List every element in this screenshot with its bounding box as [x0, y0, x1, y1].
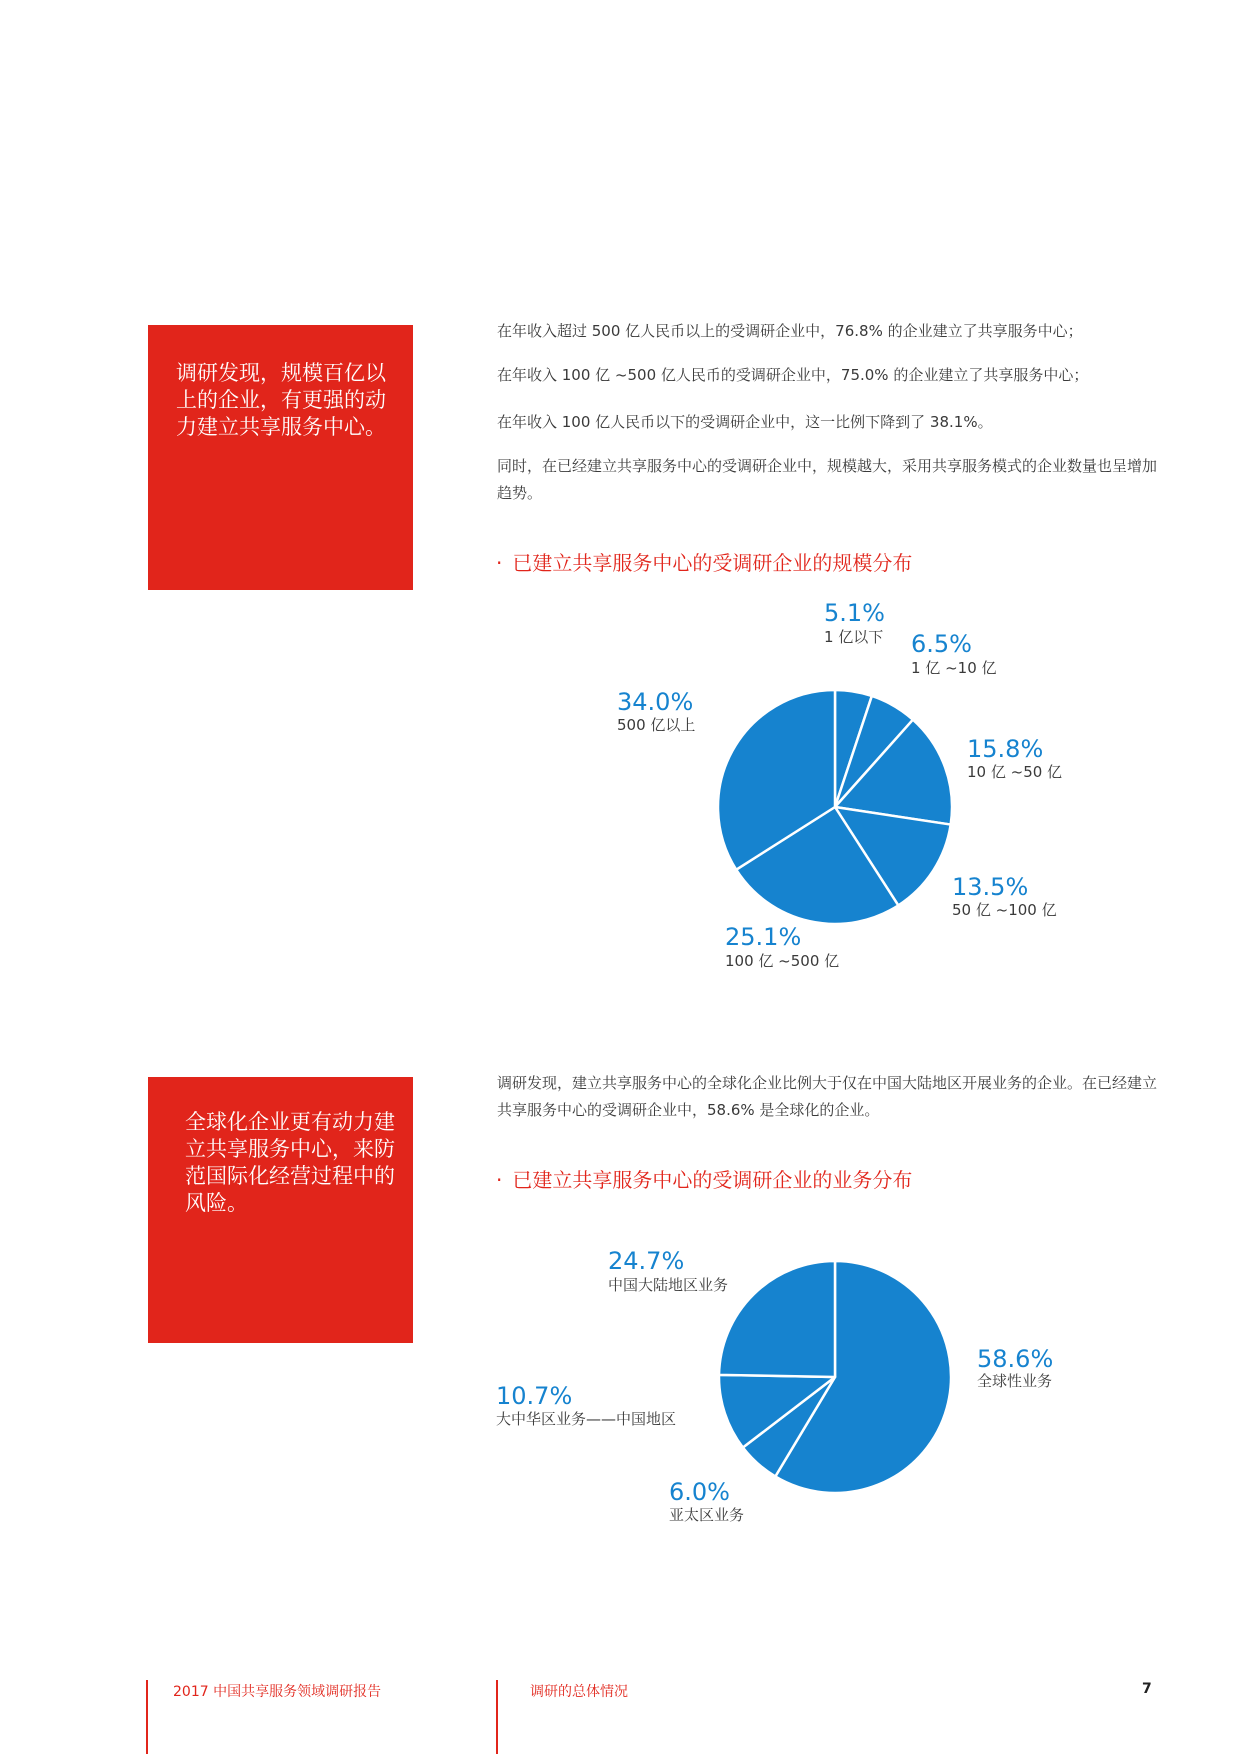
slice-category-label: 10 亿 ~50 亿 — [967, 763, 1063, 781]
slice-pct-label: 6.0% — [669, 1478, 730, 1506]
footer-section-name: 调研的总体情况 — [530, 1684, 628, 1700]
slice-category-label: 大中华区业务——中国地区 — [496, 1410, 677, 1428]
footer-divider — [496, 1680, 498, 1754]
slice-pct-label: 5.1% — [824, 599, 885, 627]
slice-category-label: 50 亿 ~100 亿 — [952, 901, 1057, 919]
bullet: · — [496, 1168, 503, 1192]
slice-pct-label: 15.8% — [967, 735, 1044, 763]
paragraph-below-100yi: 在年收入 100 亿人民币以下的受调研企业中，这一比例下降到了 38.1%。 — [497, 413, 993, 431]
pie-group-business — [719, 1261, 951, 1493]
slice-category-label: 1 亿以下 — [824, 628, 884, 646]
paragraph-global: 调研发现，建立共享服务中心的全球化企业比例大于仅在中国大陆地区开展业务的企业。在已经建立共享服务中心的受调研企业中，58.6% 是全球化的企业。 — [497, 1074, 1158, 1119]
slice-pct-label: 10.7% — [496, 1382, 573, 1410]
slice-pct-label: 6.5% — [911, 630, 972, 658]
slice-category-label: 1 亿 ~10 亿 — [911, 659, 997, 677]
callout-text-scale: 调研发现，规模百亿以上的企业，有更强的动力建立共享服务中心。 — [176, 361, 386, 439]
page-number: 7 — [1142, 1681, 1152, 1697]
slice-pct-label: 24.7% — [608, 1247, 685, 1275]
slice-category-label: 500 亿以上 — [617, 716, 696, 734]
slice-category-label: 亚太区业务 — [669, 1506, 745, 1524]
bullet: · — [496, 551, 503, 575]
slice-category-label: 全球性业务 — [977, 1372, 1053, 1390]
footer-divider — [146, 1680, 148, 1754]
slice-category-label: 中国大陆地区业务 — [608, 1276, 729, 1294]
footer-report-title: 2017 中国共享服务领域调研报告 — [173, 1684, 382, 1700]
pie-slice — [719, 1261, 835, 1377]
pie-group-scale — [718, 690, 952, 924]
slice-category-label: 100 亿 ~500 亿 — [725, 952, 840, 970]
callout-text-global: 全球化企业更有动力建立共享服务中心，来防范国际化经营过程中的风险。 — [185, 1110, 395, 1215]
slice-pct-label: 25.1% — [725, 923, 802, 951]
slice-pct-label: 13.5% — [952, 873, 1029, 901]
paragraph-500yi: 在年收入超过 500 亿人民币以上的受调研企业中，76.8% 的企业建立了共享服务中心； — [497, 322, 1083, 340]
chart-title-scale-text: 已建立共享服务中心的受调研企业的规模分布 — [512, 551, 913, 575]
chart-title-business-text: 已建立共享服务中心的受调研企业的业务分布 — [512, 1168, 913, 1192]
paragraph-100-500yi: 在年收入 100 亿 ~500 亿人民币的受调研企业中，75.0% 的企业建立了共享服务中心； — [497, 366, 1089, 384]
slice-pct-label: 34.0% — [617, 688, 694, 716]
paragraph-scale-trend: 同时，在已经建立共享服务中心的受调研企业中，规模越大，采用共享服务模式的企业数量也呈增加趋势。 — [497, 457, 1158, 502]
slice-pct-label: 58.6% — [977, 1345, 1054, 1373]
